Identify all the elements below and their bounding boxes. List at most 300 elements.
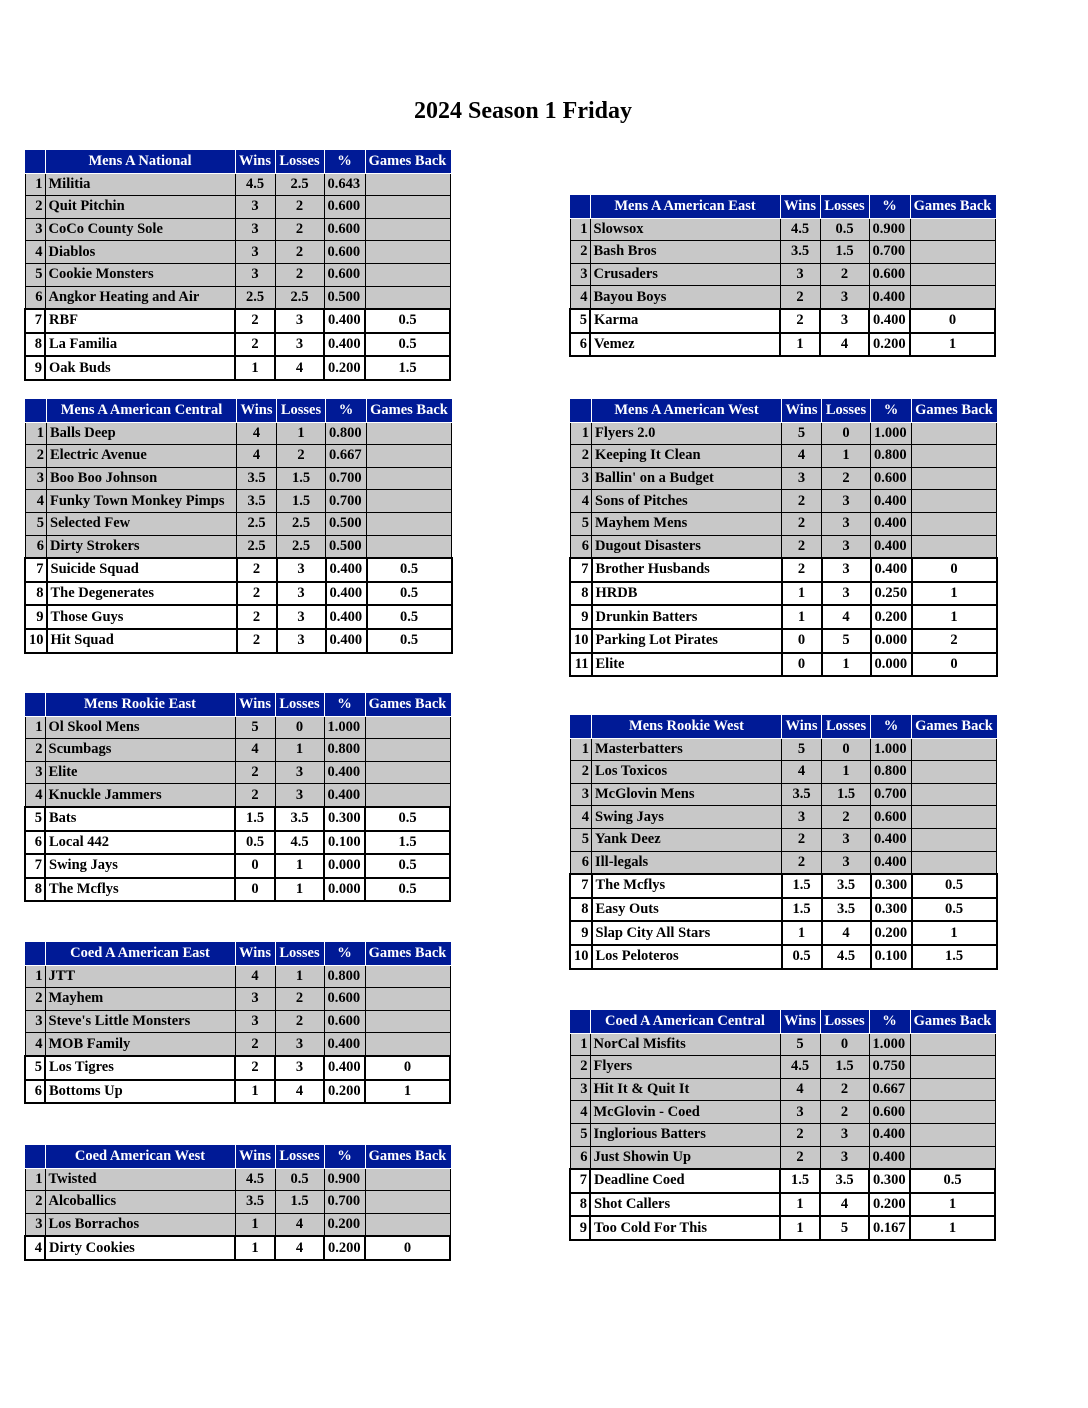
pct-cell: 0.900 xyxy=(869,218,910,241)
pct-cell: 0.400 xyxy=(326,605,367,629)
table-row xyxy=(570,629,997,653)
table-row xyxy=(25,988,450,1011)
team-name-cell: Boo Boo Johnson xyxy=(47,467,237,490)
pct-cell: 0.800 xyxy=(326,422,367,445)
team-name-cell: Knuckle Jammers xyxy=(45,784,235,807)
wins-cell: 3.5 xyxy=(782,783,822,806)
pct-cell: 0.400 xyxy=(326,558,367,582)
losses-cell: 0 xyxy=(820,1033,869,1056)
games-back-cell: 1 xyxy=(910,333,995,357)
games-back-cell xyxy=(910,286,995,309)
games-back-cell xyxy=(910,1123,995,1146)
losses-cell: 3 xyxy=(277,629,326,653)
games-back-cell: 1.5 xyxy=(365,356,450,380)
games-back-cell xyxy=(365,784,450,807)
table-row xyxy=(570,467,997,490)
page-title: 2024 Season 1 Friday xyxy=(413,98,632,124)
team-name-cell: Flyers xyxy=(590,1056,780,1079)
header-pct: % xyxy=(324,1146,365,1169)
team-name-cell: Oak Buds xyxy=(45,356,235,380)
losses-cell: 3 xyxy=(277,605,326,629)
team-name-cell: Parking Lot Pirates xyxy=(592,629,782,653)
team-name-cell: Elite xyxy=(592,653,782,677)
wins-cell: 3 xyxy=(235,1010,275,1033)
pct-cell: 1.000 xyxy=(869,1033,910,1056)
games-back-cell xyxy=(365,218,450,241)
losses-cell: 4 xyxy=(820,333,869,357)
losses-cell: 1 xyxy=(275,878,324,902)
rank-cell: 3 xyxy=(25,1213,45,1236)
pct-cell: 0.600 xyxy=(324,988,365,1011)
rank-cell: 11 xyxy=(570,653,592,677)
table-row xyxy=(570,653,997,677)
losses-cell: 3 xyxy=(822,535,871,558)
team-name-cell: RBF xyxy=(45,309,235,333)
rank-cell: 1 xyxy=(570,738,592,761)
rank-cell: 5 xyxy=(570,512,592,535)
games-back-cell xyxy=(365,716,450,739)
wins-cell: 1 xyxy=(780,1216,820,1240)
games-back-cell: 0.5 xyxy=(367,582,452,606)
pct-cell: 0.600 xyxy=(324,196,365,219)
header-wins: Wins xyxy=(235,943,275,966)
team-name-cell: NorCal Misfits xyxy=(590,1033,780,1056)
pct-cell: 0.600 xyxy=(871,467,912,490)
games-back-cell xyxy=(912,512,997,535)
rank-cell: 3 xyxy=(570,467,592,490)
rank-cell: 9 xyxy=(25,356,45,380)
rank-cell: 2 xyxy=(25,739,45,762)
pct-cell: 0.400 xyxy=(869,286,910,309)
games-back-cell: 1 xyxy=(912,605,997,629)
pct-cell: 0.700 xyxy=(324,1191,365,1214)
wins-cell: 4 xyxy=(780,1078,820,1101)
table-row xyxy=(25,582,452,606)
wins-cell: 5 xyxy=(782,422,822,445)
rank-cell: 1 xyxy=(570,218,590,241)
pct-cell: 0.200 xyxy=(871,605,912,629)
losses-cell: 3.5 xyxy=(820,1169,869,1193)
team-name-cell: Vemez xyxy=(590,333,780,357)
rank-cell: 2 xyxy=(570,445,592,468)
losses-cell: 3.5 xyxy=(275,807,324,831)
pct-cell: 0.200 xyxy=(324,1080,365,1104)
pct-cell: 0.600 xyxy=(871,806,912,829)
games-back-cell xyxy=(365,263,450,286)
losses-cell: 4 xyxy=(275,356,324,380)
header-rank-blank xyxy=(570,400,592,423)
rank-cell: 1 xyxy=(25,422,47,445)
wins-cell: 3.5 xyxy=(235,1191,275,1214)
team-name-cell: The Mcflys xyxy=(592,874,782,898)
wins-cell: 4.5 xyxy=(780,218,820,241)
games-back-cell: 0.5 xyxy=(910,1169,995,1193)
header-rank-blank xyxy=(25,694,45,717)
table-mens-a-american-central xyxy=(24,399,453,654)
table-row xyxy=(570,898,997,922)
losses-cell: 3 xyxy=(275,309,324,333)
pct-cell: 0.600 xyxy=(869,1101,910,1124)
team-name-cell: La Familia xyxy=(45,333,235,357)
rank-cell: 3 xyxy=(25,761,45,784)
rank-cell: 5 xyxy=(25,512,47,535)
pct-cell: 0.200 xyxy=(869,333,910,357)
games-back-cell xyxy=(912,851,997,874)
losses-cell: 0 xyxy=(275,716,324,739)
header-games-back: Games Back xyxy=(910,1011,995,1034)
losses-cell: 0.5 xyxy=(820,218,869,241)
header-pct: % xyxy=(326,400,367,423)
rank-cell: 4 xyxy=(25,1236,45,1260)
team-name-cell: Los Toxicos xyxy=(592,761,782,784)
team-name-cell: Diablos xyxy=(45,241,235,264)
pct-cell: 0.500 xyxy=(326,512,367,535)
wins-cell: 3 xyxy=(780,263,820,286)
rank-cell: 4 xyxy=(570,286,590,309)
team-name-cell: Selected Few xyxy=(47,512,237,535)
wins-cell: 0 xyxy=(782,653,822,677)
table-row xyxy=(25,286,450,309)
losses-cell: 3 xyxy=(275,761,324,784)
team-name-cell: Slap City All Stars xyxy=(592,921,782,945)
team-name-cell: Los Tigres xyxy=(45,1056,235,1080)
header-games-back: Games Back xyxy=(912,716,997,739)
wins-cell: 0.5 xyxy=(235,831,275,855)
team-name-cell: Bayou Boys xyxy=(590,286,780,309)
games-back-cell: 0.5 xyxy=(365,878,450,902)
games-back-cell xyxy=(365,965,450,988)
losses-cell: 4 xyxy=(820,1193,869,1217)
header-wins: Wins xyxy=(235,694,275,717)
table-row xyxy=(25,1236,450,1260)
losses-cell: 3 xyxy=(820,286,869,309)
table-header xyxy=(25,943,450,966)
rank-cell: 6 xyxy=(25,286,45,309)
wins-cell: 2 xyxy=(237,582,277,606)
team-name-cell: Los Peloteros xyxy=(592,945,782,969)
table-row xyxy=(25,784,450,807)
games-back-cell xyxy=(910,1078,995,1101)
wins-cell: 4 xyxy=(237,445,277,468)
pct-cell: 0.400 xyxy=(871,490,912,513)
losses-cell: 3 xyxy=(822,490,871,513)
table-row xyxy=(25,1213,450,1236)
games-back-cell xyxy=(365,739,450,762)
rank-cell: 5 xyxy=(25,807,45,831)
table-row xyxy=(25,739,450,762)
wins-cell: 2 xyxy=(782,828,822,851)
rank-cell: 8 xyxy=(570,582,592,606)
wins-cell: 1.5 xyxy=(235,807,275,831)
rank-cell: 10 xyxy=(570,945,592,969)
team-name-cell: Mayhem Mens xyxy=(592,512,782,535)
header-row xyxy=(25,400,452,423)
wins-cell: 4 xyxy=(235,739,275,762)
wins-cell: 1 xyxy=(780,333,820,357)
rank-cell: 1 xyxy=(25,173,45,196)
table-header xyxy=(25,694,450,717)
games-back-cell xyxy=(365,1213,450,1236)
games-back-cell xyxy=(912,467,997,490)
losses-cell: 1 xyxy=(822,653,871,677)
games-back-cell: 0.5 xyxy=(912,898,997,922)
table-row xyxy=(25,263,450,286)
losses-cell: 1 xyxy=(277,422,326,445)
games-back-cell xyxy=(365,1010,450,1033)
header-games-back: Games Back xyxy=(365,694,450,717)
team-name-cell: Flyers 2.0 xyxy=(592,422,782,445)
pct-cell: 0.700 xyxy=(326,467,367,490)
rank-cell: 2 xyxy=(570,241,590,264)
rank-cell: 5 xyxy=(25,1056,45,1080)
division-name: Coed A American East xyxy=(45,943,235,966)
table-header xyxy=(25,151,450,174)
losses-cell: 1 xyxy=(822,761,871,784)
losses-cell: 3 xyxy=(822,582,871,606)
games-back-cell xyxy=(365,988,450,1011)
wins-cell: 2 xyxy=(235,1033,275,1056)
table-row xyxy=(25,490,452,513)
losses-cell: 2 xyxy=(820,1101,869,1124)
rank-cell: 6 xyxy=(25,535,47,558)
rank-cell: 1 xyxy=(570,422,592,445)
games-back-cell: 1.5 xyxy=(365,831,450,855)
header-row xyxy=(570,196,995,219)
table-row xyxy=(570,445,997,468)
pct-cell: 0.400 xyxy=(324,333,365,357)
table-row xyxy=(25,605,452,629)
rank-cell: 4 xyxy=(570,1101,590,1124)
wins-cell: 2 xyxy=(780,309,820,333)
division-name: Mens A National xyxy=(45,151,235,174)
team-name-cell: Hit Squad xyxy=(47,629,237,653)
pct-cell: 0.000 xyxy=(324,854,365,878)
games-back-cell: 1 xyxy=(365,1080,450,1104)
header-row xyxy=(570,400,997,423)
table-row xyxy=(570,1056,995,1079)
wins-cell: 2 xyxy=(780,1123,820,1146)
wins-cell: 2.5 xyxy=(235,286,275,309)
pct-cell: 0.400 xyxy=(324,309,365,333)
table-row xyxy=(25,196,450,219)
table-header xyxy=(570,1011,995,1034)
table-row xyxy=(25,333,450,357)
team-name-cell: Electric Avenue xyxy=(47,445,237,468)
header-losses: Losses xyxy=(822,716,871,739)
losses-cell: 1.5 xyxy=(277,467,326,490)
rank-cell: 1 xyxy=(25,965,45,988)
rank-cell: 7 xyxy=(25,309,45,333)
team-name-cell: Suicide Squad xyxy=(47,558,237,582)
wins-cell: 1 xyxy=(782,605,822,629)
losses-cell: 3 xyxy=(275,1033,324,1056)
table-row xyxy=(570,263,995,286)
pct-cell: 0.200 xyxy=(871,921,912,945)
games-back-cell: 0.5 xyxy=(365,309,450,333)
table-row xyxy=(570,1169,995,1193)
wins-cell: 0.5 xyxy=(782,945,822,969)
games-back-cell: 0.5 xyxy=(365,333,450,357)
team-name-cell: The Mcflys xyxy=(45,878,235,902)
rank-cell: 2 xyxy=(25,445,47,468)
table-coed-a-american-central xyxy=(569,1010,996,1241)
header-row xyxy=(570,1011,995,1034)
losses-cell: 2 xyxy=(275,988,324,1011)
team-name-cell: Militia xyxy=(45,173,235,196)
team-name-cell: Steve's Little Monsters xyxy=(45,1010,235,1033)
wins-cell: 4 xyxy=(235,965,275,988)
table-row xyxy=(25,241,450,264)
rank-cell: 5 xyxy=(570,309,590,333)
pct-cell: 0.300 xyxy=(871,898,912,922)
table-row xyxy=(570,1101,995,1124)
team-name-cell: Cookie Monsters xyxy=(45,263,235,286)
wins-cell: 2 xyxy=(782,851,822,874)
table-row xyxy=(570,1033,995,1056)
header-row xyxy=(25,1146,450,1169)
table-row xyxy=(25,309,450,333)
losses-cell: 5 xyxy=(822,629,871,653)
table-row xyxy=(570,218,995,241)
games-back-cell: 0.5 xyxy=(365,854,450,878)
rank-cell: 1 xyxy=(25,716,45,739)
header-games-back: Games Back xyxy=(367,400,452,423)
team-name-cell: Inglorious Batters xyxy=(590,1123,780,1146)
games-back-cell: 1 xyxy=(912,582,997,606)
rank-cell: 6 xyxy=(25,831,45,855)
division-name: Coed A American Central xyxy=(590,1011,780,1034)
rank-cell: 4 xyxy=(25,241,45,264)
wins-cell: 2 xyxy=(780,286,820,309)
losses-cell: 1.5 xyxy=(275,1191,324,1214)
table-row xyxy=(25,629,452,653)
wins-cell: 2.5 xyxy=(237,535,277,558)
pct-cell: 0.200 xyxy=(324,356,365,380)
pct-cell: 0.800 xyxy=(324,739,365,762)
losses-cell: 2 xyxy=(275,196,324,219)
table-row xyxy=(570,806,997,829)
table-row xyxy=(570,851,997,874)
rank-cell: 7 xyxy=(570,874,592,898)
wins-cell: 2 xyxy=(235,333,275,357)
team-name-cell: Dirty Strokers xyxy=(47,535,237,558)
team-name-cell: Hit It & Quit It xyxy=(590,1078,780,1101)
losses-cell: 2 xyxy=(822,806,871,829)
rank-cell: 8 xyxy=(25,582,47,606)
losses-cell: 1 xyxy=(275,739,324,762)
team-name-cell: Karma xyxy=(590,309,780,333)
pct-cell: 0.667 xyxy=(326,445,367,468)
losses-cell: 2.5 xyxy=(277,512,326,535)
games-back-cell: 2 xyxy=(912,629,997,653)
wins-cell: 1 xyxy=(782,582,822,606)
losses-cell: 3 xyxy=(822,851,871,874)
table-row xyxy=(570,1193,995,1217)
losses-cell: 3.5 xyxy=(822,898,871,922)
games-back-cell xyxy=(912,535,997,558)
table-body xyxy=(570,422,997,676)
wins-cell: 0 xyxy=(235,854,275,878)
team-name-cell: The Degenerates xyxy=(47,582,237,606)
wins-cell: 5 xyxy=(780,1033,820,1056)
header-rank-blank xyxy=(570,716,592,739)
table-row xyxy=(25,1080,450,1104)
table-header xyxy=(570,196,995,219)
header-losses: Losses xyxy=(820,1011,869,1034)
games-back-cell: 0 xyxy=(365,1056,450,1080)
pct-cell: 0.250 xyxy=(871,582,912,606)
team-name-cell: Twisted xyxy=(45,1168,235,1191)
rank-cell: 6 xyxy=(570,333,590,357)
table-header xyxy=(25,1146,450,1169)
rank-cell: 8 xyxy=(570,1193,590,1217)
table-row xyxy=(570,241,995,264)
table-row xyxy=(25,467,452,490)
games-back-cell: 0.5 xyxy=(912,874,997,898)
wins-cell: 1 xyxy=(235,1080,275,1104)
rank-cell: 10 xyxy=(25,629,47,653)
rank-cell: 3 xyxy=(25,1010,45,1033)
pct-cell: 0.800 xyxy=(871,761,912,784)
losses-cell: 3 xyxy=(820,1146,869,1169)
games-back-cell xyxy=(912,422,997,445)
losses-cell: 3 xyxy=(820,1123,869,1146)
table-row xyxy=(25,422,452,445)
table-row xyxy=(570,1123,995,1146)
team-name-cell: Bash Bros xyxy=(590,241,780,264)
team-name-cell: Keeping It Clean xyxy=(592,445,782,468)
rank-cell: 8 xyxy=(25,878,45,902)
games-back-cell xyxy=(365,286,450,309)
losses-cell: 3 xyxy=(822,558,871,582)
wins-cell: 5 xyxy=(235,716,275,739)
rank-cell: 3 xyxy=(570,783,592,806)
wins-cell: 4 xyxy=(782,761,822,784)
wins-cell: 5 xyxy=(782,738,822,761)
wins-cell: 4.5 xyxy=(235,1168,275,1191)
team-name-cell: Those Guys xyxy=(47,605,237,629)
rank-cell: 3 xyxy=(570,1078,590,1101)
losses-cell: 2 xyxy=(275,218,324,241)
losses-cell: 2 xyxy=(820,1078,869,1101)
losses-cell: 4 xyxy=(275,1236,324,1260)
wins-cell: 1 xyxy=(235,1213,275,1236)
pct-cell: 0.400 xyxy=(326,629,367,653)
table-mens-a-national xyxy=(24,150,451,381)
header-rank-blank xyxy=(25,1146,45,1169)
table-row xyxy=(570,828,997,851)
rank-cell: 5 xyxy=(570,1123,590,1146)
table-body xyxy=(570,1033,995,1240)
table-row xyxy=(25,445,452,468)
table-body xyxy=(570,218,995,356)
wins-cell: 2 xyxy=(237,558,277,582)
pct-cell: 0.400 xyxy=(324,784,365,807)
losses-cell: 2 xyxy=(275,1010,324,1033)
table-mens-rookie-east xyxy=(24,693,451,902)
pct-cell: 0.400 xyxy=(869,309,910,333)
rank-cell: 8 xyxy=(25,333,45,357)
pct-cell: 0.100 xyxy=(324,831,365,855)
pct-cell: 0.300 xyxy=(871,874,912,898)
games-back-cell: 0 xyxy=(912,653,997,677)
table-body xyxy=(25,1168,450,1260)
wins-cell: 3 xyxy=(235,988,275,1011)
team-name-cell: Dirty Cookies xyxy=(45,1236,235,1260)
header-pct: % xyxy=(324,694,365,717)
pct-cell: 0.600 xyxy=(324,1010,365,1033)
wins-cell: 1.5 xyxy=(782,898,822,922)
